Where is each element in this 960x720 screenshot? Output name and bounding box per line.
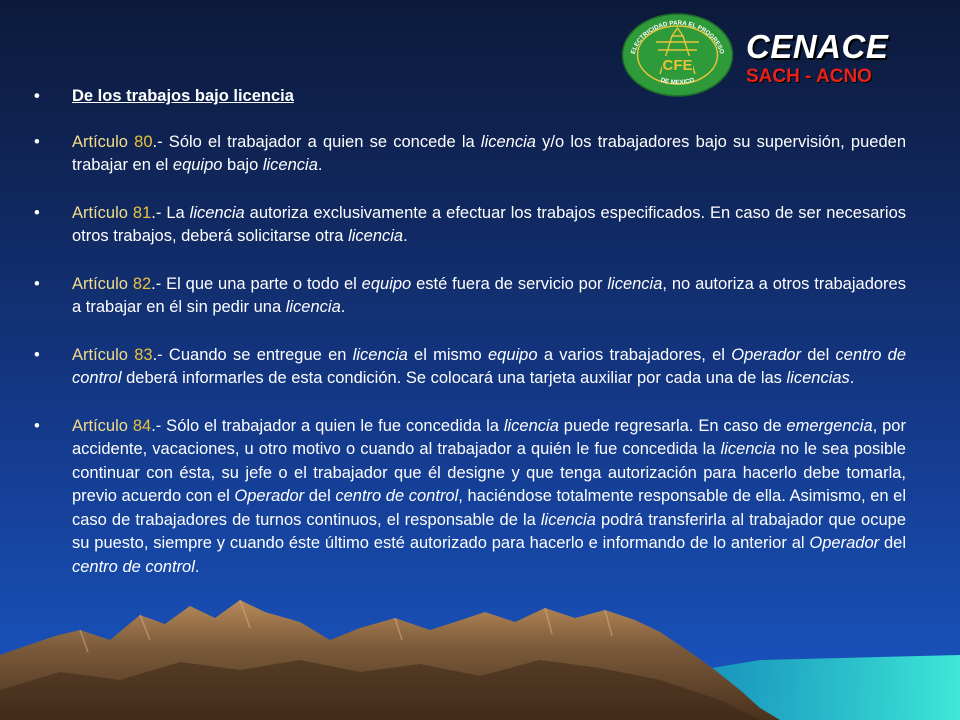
article-item bbox=[34, 344, 906, 391]
article-text: . bbox=[403, 227, 408, 245]
article-number: 81 bbox=[132, 203, 152, 222]
article-emphasis: licencia bbox=[480, 132, 536, 151]
article-emphasis: licencia bbox=[348, 227, 404, 245]
brand-title: CENACE bbox=[746, 28, 889, 65]
article-emphasis: licencia bbox=[285, 298, 341, 316]
article-text: .- Cuando se entregue en bbox=[152, 345, 353, 364]
article-text: a varios trabajadores, el bbox=[537, 345, 732, 364]
article-emphasis: licencia bbox=[189, 203, 245, 222]
article-emphasis: licencia bbox=[503, 416, 559, 435]
article-text: . bbox=[194, 557, 200, 576]
seal-ring-text: ELECTRICIDAD PARA EL PROGRESO bbox=[629, 19, 726, 55]
article-text: .- El que una parte o todo el bbox=[151, 274, 362, 293]
article-text: .- La bbox=[151, 203, 190, 222]
article-emphasis: licencias bbox=[786, 369, 850, 387]
article-text: , por accidente, vacaciones, u otro motivo o cuando al trabajador a quién le fue concedida la bbox=[72, 416, 906, 458]
seal-center-text: CFE bbox=[662, 57, 693, 74]
article-emphasis: licencia bbox=[262, 156, 318, 174]
article-item bbox=[34, 273, 906, 320]
section-heading bbox=[34, 85, 906, 109]
article-emphasis: equipo bbox=[172, 156, 223, 174]
article-text: y/o los trabajadores bajo su supervisión, pueden trabajar en el bbox=[72, 132, 906, 174]
article-number: 80 bbox=[134, 132, 153, 151]
article-text: no le sea posible continuar con ésta, su jefe o el trabajador que él designe y que tenga autorización para hacerlo debe tomarla, previo acuerdo con el bbox=[72, 440, 906, 505]
article-number: 84 bbox=[132, 416, 152, 435]
article-emphasis: licencia bbox=[540, 510, 596, 529]
article-label: Artículo bbox=[72, 274, 133, 293]
article-text: puede regresarla. En caso de bbox=[558, 416, 787, 435]
article-text: bajo bbox=[222, 156, 263, 174]
articles-list bbox=[34, 131, 906, 580]
article-label: Artículo bbox=[72, 416, 133, 435]
slide-content bbox=[34, 85, 906, 603]
article-item bbox=[34, 131, 906, 178]
article-text: del bbox=[800, 345, 836, 364]
article-emphasis: Operador bbox=[731, 345, 801, 364]
article-emphasis: centro de control bbox=[72, 345, 906, 387]
article-emphasis: Operador bbox=[809, 534, 880, 552]
bullet-glyph: • bbox=[34, 345, 40, 364]
bullet-glyph: • bbox=[34, 274, 40, 293]
article-emphasis: equipo bbox=[487, 345, 538, 364]
article-emphasis: licencia bbox=[720, 440, 776, 458]
section-heading-text: De los trabajos bajo licencia bbox=[72, 87, 294, 105]
article-number: 82 bbox=[132, 274, 152, 293]
article-text: . bbox=[340, 298, 346, 316]
bullet-glyph: • bbox=[34, 203, 40, 222]
article-text: autoriza exclusivamente a efectuar los trabajos especificados. En caso de ser necesarios otros trabajos, deberá solicitarse otra bbox=[72, 203, 906, 245]
article-label: Artículo bbox=[72, 132, 135, 151]
article-text: el mismo bbox=[407, 345, 488, 364]
article-text: . bbox=[317, 156, 323, 174]
article-emphasis: centro de control bbox=[72, 557, 195, 576]
article-emphasis: Operador bbox=[234, 487, 305, 505]
article-emphasis: licencia bbox=[352, 345, 408, 364]
article-item bbox=[34, 202, 906, 249]
article-text: del bbox=[879, 534, 906, 552]
article-text: deberá informarles de esta condición. Se colocará una tarjeta auxiliar por cada una de las bbox=[121, 369, 787, 387]
article-label: Artículo bbox=[72, 345, 135, 364]
article-label: Artículo bbox=[72, 203, 133, 222]
article-text: esté fuera de servicio por bbox=[411, 274, 608, 293]
article-text: . bbox=[849, 369, 855, 387]
article-emphasis: emergencia bbox=[786, 416, 873, 435]
brand-subtitle: SACH - ACNO bbox=[746, 66, 872, 87]
article-text: , haciéndose totalmente responsable de ella. Asimismo, en el caso de trabajadores de turnos continuos, el responsable de la bbox=[72, 487, 906, 529]
article-text: , no autoriza a otros trabajadores a trabajar en él sin pedir una bbox=[72, 274, 906, 316]
bullet-glyph: • bbox=[34, 87, 40, 105]
brand bbox=[746, 28, 888, 88]
article-text: podrá transferirla al trabajador que ocupe su puesto, siempre y cuando éste último esté autorizado para hacerlo e informando de lo anterior al bbox=[72, 510, 906, 552]
article-emphasis: licencia bbox=[607, 274, 663, 293]
article-item bbox=[34, 415, 906, 580]
article-text: .- Sólo el trabajador a quien le fue concedida la bbox=[151, 416, 504, 435]
article-text: del bbox=[304, 487, 336, 505]
bullet-glyph: • bbox=[34, 132, 40, 151]
article-number: 83 bbox=[134, 345, 153, 364]
article-text: .- Sólo el trabajador a quien se concede la bbox=[152, 132, 481, 151]
article-emphasis: centro de control bbox=[335, 487, 459, 505]
svg-text:DE MEXICO: DE MEXICO bbox=[659, 76, 696, 87]
bullet-glyph: • bbox=[34, 416, 40, 435]
article-emphasis: equipo bbox=[361, 274, 412, 293]
